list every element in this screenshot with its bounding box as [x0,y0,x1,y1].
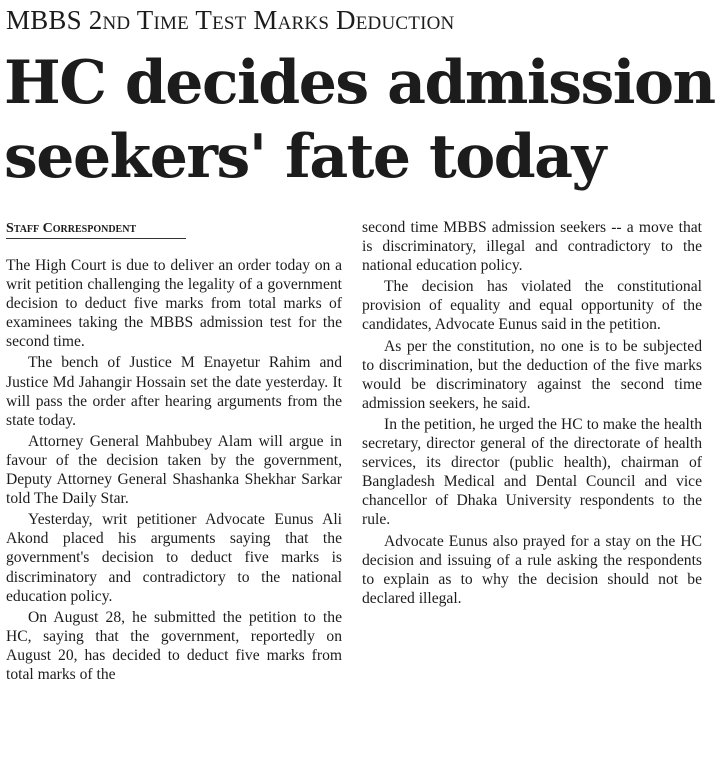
paragraph: The bench of Justice M Enayetur Rahim and Justice Md Jahangir Hossain set the date yesterday. It will pass the order after hearing arguments from the state today. [6,354,342,429]
article-kicker: MBBS 2nd Time Test Marks Deduction [6,5,455,35]
paragraph: Advocate Eunus also prayed for a stay on the HC decision and issuing of a rule asking the respondents to explain as to why the decision should not be declared illegal. [362,532,702,607]
paragraph: As per the constitution, no one is to be subjected to discrimination, but the deduction of the five marks would be discriminatory against the second time admission seekers, he said. [362,337,702,412]
article-column-left [6,256,342,684]
paragraph: Yesterday, writ petitioner Advocate Eunus Ali Akond placed his arguments saying that the government's decision to deduct five marks is discriminatory and contradictory to the national education policy. [6,511,342,605]
paragraph: Attorney General Mahbubey Alam will argue in favour of the decision taken by the government, Deputy Attorney General Shashanka Shekhar Sarkar told The Daily Star. [6,432,342,508]
paragraph: The High Court is due to deliver an order today on a writ petition challenging the legality of a government decision to deduct five marks from total marks of examinees taking the MBBS admission test for the second time. [6,257,342,351]
headline-line-1: HC decides admission [4,48,715,118]
paragraph: On August 28, he submitted the petition to the HC, saying that the government, reportedly on August 20, has decided to deduct five marks from total marks of the [6,608,342,683]
paragraph: In the petition, he urged the HC to make the health secretary, director general of the directorate of health services, its director (public health), chairman of Bangladesh Medical and Dental Council and vice chancellor of Dhaka University respondents to the rule. [362,415,702,529]
headline-line-2: seekers' fate today [4,122,605,192]
paragraph: second time MBBS admission seekers -- a move that is discriminatory, illegal and contradictory to the national education policy. [362,219,702,275]
article-column-right [362,218,702,608]
article-byline: Staff Correspondent [6,220,186,239]
paragraph: The decision has violated the constitutional provision of equality and equal opportunity of the candidates, Advocate Eunus said in the petition. [362,278,702,334]
article-headline [4,46,715,194]
